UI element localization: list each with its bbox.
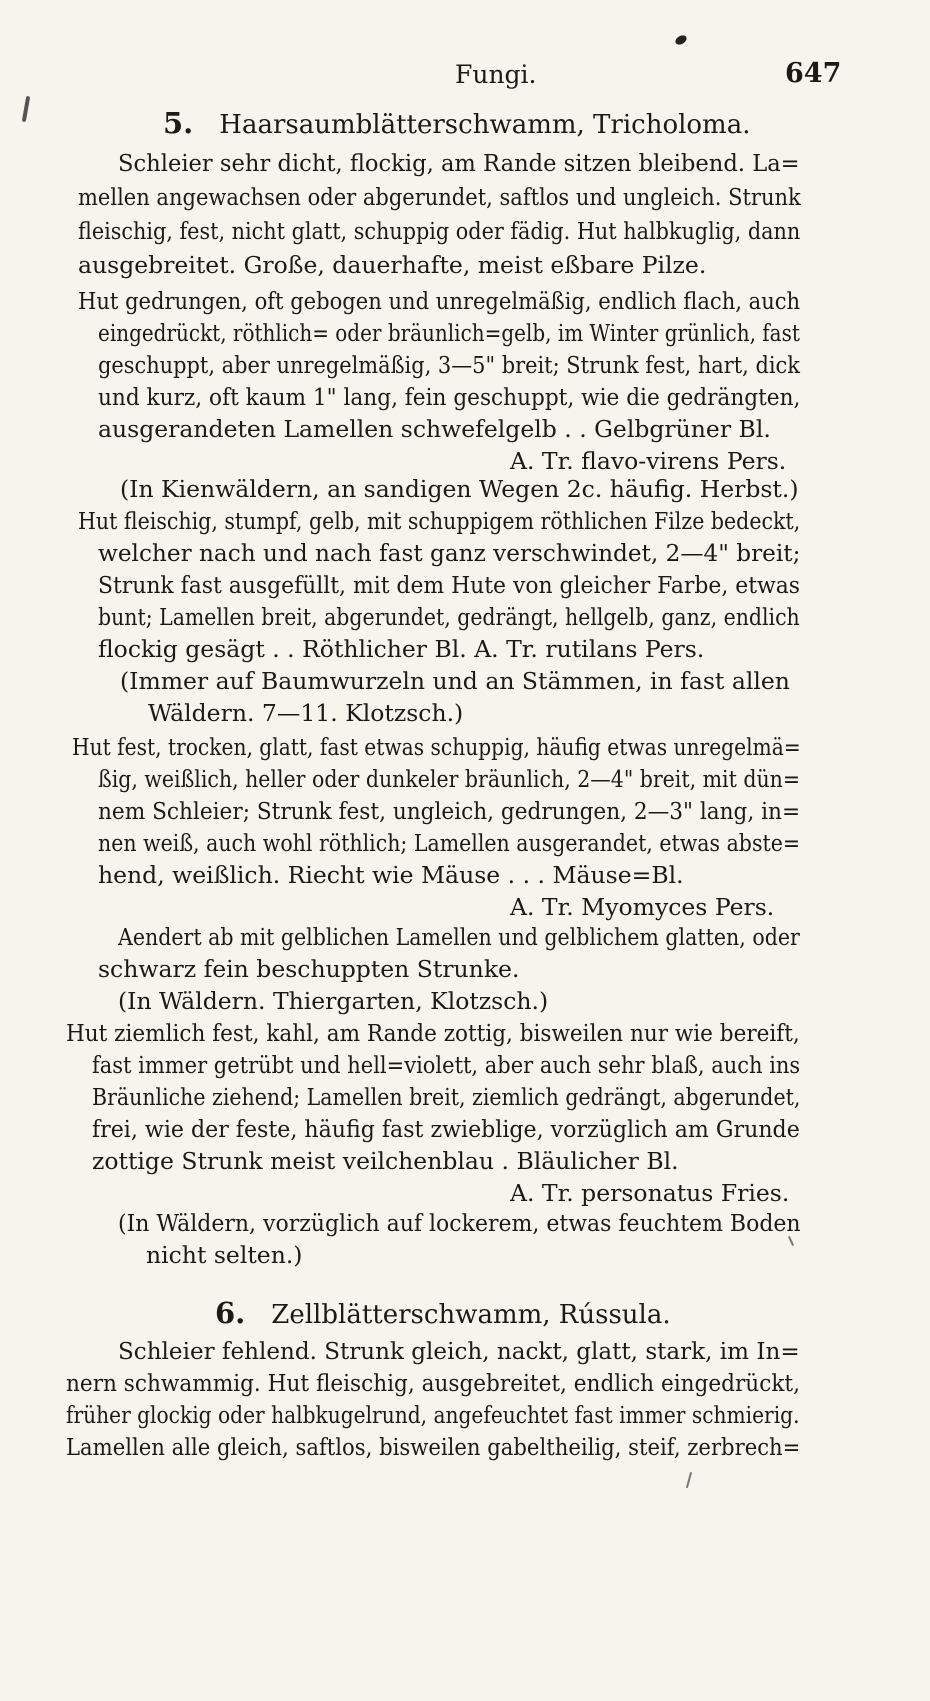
margin-ink-mark <box>22 96 30 122</box>
species-line: zottige Strunk meist veilchenblau . Bläulicher Bl. <box>92 1147 679 1175</box>
species-line: ausgerandeten Lamellen schwefelgelb . . Gelbgrüner Bl. <box>98 415 771 443</box>
species-line: bunt; Lamellen breit, abgerundet, gedrängt, hellgelb, ganz, endlich <box>98 603 800 631</box>
habitat-line: (In Wäldern, vorzüglich auf lockerem, etwas feuchtem Boden <box>118 1209 801 1237</box>
variant-line: schwarz fein beschuppten Strunke. <box>98 955 520 983</box>
habitat-line: (In Kienwäldern, an sandigen Wegen 2c. häufig. Herbst.) <box>120 475 799 503</box>
scientific-name: A. Tr. personatus Fries. <box>510 1179 790 1207</box>
species-line: Hut fleischig, stumpf, gelb, mit schuppigem röthlichen Filze bedeckt, <box>78 507 801 535</box>
species-line: Strunk fast ausgefüllt, mit dem Hute von gleicher Farbe, etwas <box>98 571 800 599</box>
species-line: welcher nach und nach fast ganz verschwindet, 2—4" breit; <box>98 539 801 567</box>
section-title: Haarsaumblätterschwamm, <box>219 110 585 140</box>
section-5-heading <box>163 106 750 140</box>
variant-line: Aendert ab mit gelblichen Lamellen und gelblichem glatten, oder <box>118 923 800 951</box>
section-latin-name: Tricholoma. <box>593 110 751 140</box>
section-title: Zellblätterschwamm, <box>271 1300 551 1330</box>
section-6-heading <box>215 1296 671 1330</box>
text-line: mellen angewachsen oder abgerundet, saftlos und ungleich. Strunk <box>78 183 801 211</box>
running-head: Fungi. <box>455 60 537 89</box>
text-line: fleischig, fest, nicht glatt, schuppig oder fädig. Hut halbkuglig, dann <box>78 217 801 245</box>
species-line: und kurz, oft kaum 1" lang, fein geschuppt, wie die gedrängten, <box>98 383 801 411</box>
species-line: Hut ziemlich fest, kahl, am Rande zottig, bisweilen nur wie bereift, <box>66 1019 800 1047</box>
scientific-name: A. Tr. flavo-virens Pers. <box>510 447 787 475</box>
species-line: Hut fest, trocken, glatt, fast etwas schuppig, häufig etwas unregelmä= <box>72 733 801 761</box>
species-line: nen weiß, auch wohl röthlich; Lamellen ausgerandet, etwas abste= <box>98 829 801 857</box>
species-line: geschuppt, aber unregelmäßig, 3—5" breit; Strunk fest, hart, dick <box>98 351 800 379</box>
habitat-line: (In Wäldern. Thiergarten, Klotzsch.) <box>118 987 549 1015</box>
ink-speck <box>686 1472 692 1488</box>
species-line: Hut gedrungen, oft gebogen und unregelmäßig, endlich flach, auch <box>78 287 801 315</box>
species-line: nem Schleier; Strunk fest, ungleich, gedrungen, 2—3" lang, in= <box>98 797 801 825</box>
habitat-line: nicht selten.) <box>146 1241 303 1269</box>
ink-speck <box>788 1236 794 1246</box>
section-latin-name: Rússula. <box>558 1300 671 1330</box>
ink-speck <box>674 34 688 47</box>
page-number: 647 <box>785 58 842 89</box>
species-line: frei, wie der feste, häufig fast zwieblige, vorzüglich am Grunde <box>92 1115 800 1143</box>
species-line: ßig, weißlich, heller oder dunkeler bräunlich, 2—4" breit, mit dün= <box>98 765 801 793</box>
habitat-line: (Immer auf Baumwurzeln und an Stämmen, in fast allen <box>120 667 790 695</box>
text-line: Schleier fehlend. Strunk gleich, nackt, glatt, stark, im In= <box>118 1337 800 1365</box>
section-number: 6. <box>215 1296 246 1330</box>
species-line: eingedrückt, röthlich= oder bräunlich=gelb, im Winter grünlich, fast <box>98 319 800 347</box>
section-number: 5. <box>163 106 194 140</box>
text-line: Lamellen alle gleich, saftlos, bisweilen gabeltheilig, steif, zerbrech= <box>66 1433 801 1461</box>
species-line: fast immer getrübt und hell=violett, aber auch sehr blaß, auch ins <box>92 1051 801 1079</box>
scientific-name: A. Tr. Myomyces Pers. <box>510 893 775 921</box>
species-line: hend, weißlich. Riecht wie Mäuse . . . Mäuse=Bl. <box>98 861 684 889</box>
species-line: flockig gesägt . . Röthlicher Bl. A. Tr. rutilans Pers. <box>98 635 705 663</box>
habitat-line: Wäldern. 7—11. Klotzsch.) <box>148 699 464 727</box>
text-line: ausgebreitet. Große, dauerhafte, meist eßbare Pilze. <box>78 251 707 279</box>
page-header <box>0 58 930 98</box>
text-line: nern schwammig. Hut fleischig, ausgebreitet, endlich eingedrückt, <box>66 1369 800 1397</box>
species-line: Bräunliche ziehend; Lamellen breit, ziemlich gedrängt, abgerundet, <box>92 1083 801 1111</box>
text-line: früher glockig oder halbkugelrund, angefeuchtet fast immer schmierig. <box>66 1401 800 1429</box>
text-line: Schleier sehr dicht, flockig, am Rande sitzen bleibend. La= <box>118 149 800 177</box>
